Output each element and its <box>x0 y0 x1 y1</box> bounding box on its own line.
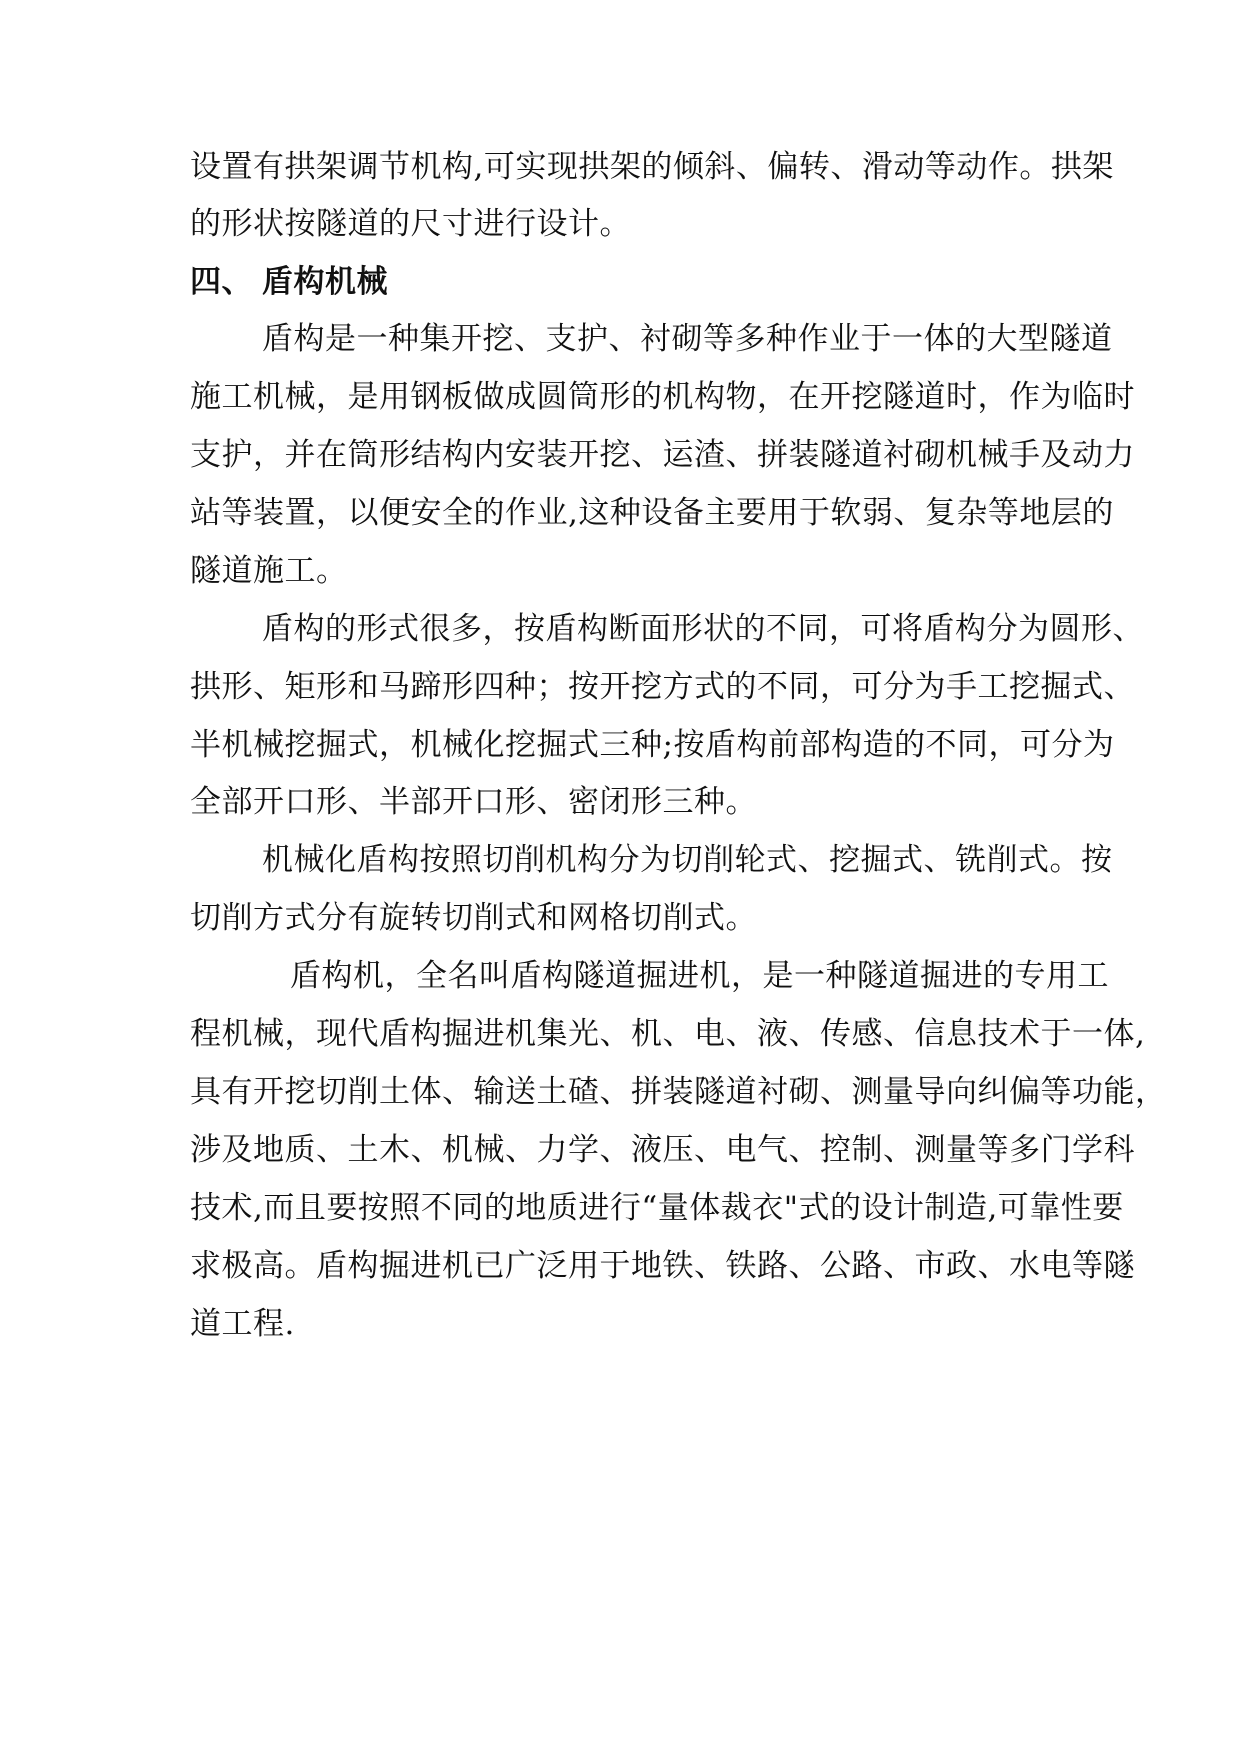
text-line: 盾构机，全名叫盾构隧道掘进机，是一种隧道掘进的专用工 <box>290 958 1109 994</box>
text-line: 隧道施工。 <box>190 553 348 589</box>
section-title: 盾构机械 <box>262 264 388 300</box>
text-line: 支护，并在筒形结构内安装开挖、运渣、拼装隧道衬砌机械手及动力 <box>190 437 1135 473</box>
text-line: 全部开口形、半部开口形、密闭形三种。 <box>190 784 757 820</box>
text-line: 求极高。盾构掘进机已广泛用于地铁、铁路、公路、市政、水电等隧 <box>190 1248 1135 1284</box>
section-heading <box>190 262 1060 302</box>
text-line: 半机械挖掘式，机械化挖掘式三种;按盾构前部构造的不同，可分为 <box>190 727 1115 763</box>
text-line: 站等装置，以便安全的作业,这种设备主要用于软弱、复杂等地层的 <box>190 495 1114 531</box>
text-line: 程机械，现代盾构掘进机集光、机、电、液、传感、信息技术于一体, <box>190 1016 1146 1052</box>
text-line: 施工机械，是用钢板做成圆筒形的机构物，在开挖隧道时，作为临时 <box>190 379 1135 415</box>
text-line: 设置有拱架调节机构,可实现拱架的倾斜、偏转、滑动等动作。拱架 <box>190 149 1114 185</box>
section-number: 四、 <box>190 264 253 300</box>
text-line: 切削方式分有旋转切削式和网格切削式。 <box>190 900 757 936</box>
text-line: 的形状按隧道的尺寸进行设计。 <box>190 206 631 242</box>
text-line: 技术,而且要按照不同的地质进行“量体裁衣"式的设计制造,可靠性要 <box>190 1190 1124 1226</box>
text-line: 盾构是一种集开挖、支护、衬砌等多种作业于一体的大型隧道 <box>262 321 1113 357</box>
text-line: 机械化盾构按照切削机构分为切削轮式、挖掘式、铣削式。按 <box>262 842 1113 878</box>
text-line: 具有开挖切削土体、输送土碴、拼装隧道衬砌、测量导向纠偏等功能， <box>190 1074 1167 1110</box>
text-line: 盾构的形式很多，按盾构断面形状的不同，可将盾构分为圆形、 <box>262 611 1144 647</box>
text-line: 涉及地质、土木、机械、力学、液压、电气、控制、测量等多门学科 <box>190 1132 1135 1168</box>
text-line: 拱形、矩形和马蹄形四种；按开挖方式的不同，可分为手工挖掘式、 <box>190 669 1135 705</box>
text-line: 道工程. <box>190 1306 295 1342</box>
